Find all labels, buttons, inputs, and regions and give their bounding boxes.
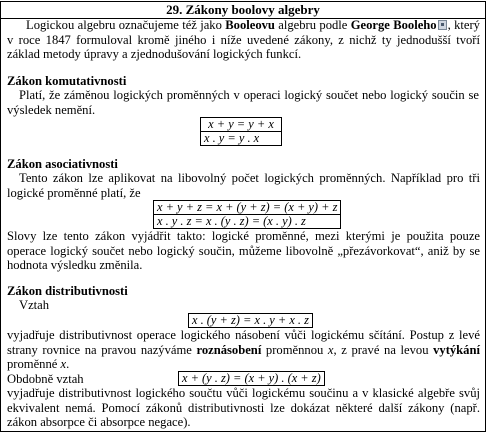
heading-distributivnost: Zákon distributivnosti <box>7 284 128 298</box>
formula-cell: x + y = y + x <box>201 118 282 132</box>
heading-asociativnost: Zákon asociativnosti <box>7 157 118 171</box>
body-text: proměnnou <box>261 342 328 357</box>
distributivnost-paragraph-2: vyjadřuje distributivnost logického součtu vůči logickému součinu a v klasické algebře svůj ekvivalent nemá. Pomocí zákonů distributivnosti lze dokázat některé další zákony (např. zákon absorpce či absorpce negace). <box>7 386 480 430</box>
formula-cell: x . (y + z) = x . y + x . z <box>189 314 313 328</box>
vytykani-term: vytýkání <box>433 342 480 357</box>
body-text: , z pravé na levou <box>333 342 434 357</box>
heading-komutativnost: Zákon komutativnosti <box>7 74 127 88</box>
variable-x: x <box>327 342 334 357</box>
distributivnost-formula-2 <box>178 371 325 386</box>
asociativnost-text-1: Tento zákon lze aplikovat na libovolný počet logických proměnných. Například pro tři logické proměnné platí, že <box>7 171 480 200</box>
formula-cell: x + (y . z) = (x + y) . (x + z) <box>179 372 325 386</box>
booleovu-term: Booleovu <box>225 18 275 32</box>
asociativnost-formula-table <box>153 200 341 229</box>
document-frame <box>0 1 486 432</box>
portrait-link-icon[interactable] <box>438 20 447 30</box>
komutativnost-formula-table <box>200 117 282 146</box>
roznasobeni-term: roznásobení <box>196 342 262 357</box>
obdobne-vztah: Obdobně vztah <box>7 372 84 387</box>
formula-cell: x . y = y . x <box>201 132 282 146</box>
body-text: vyjadřuje distributivnost operace logického násobení vůči logickému sčítání. Postup z levé strany rovnice na pravou nazýváme <box>7 328 480 357</box>
body-text: proměnné <box>7 357 61 372</box>
george-boole-name: George Booleho <box>350 18 437 32</box>
variable-x: x <box>60 357 67 372</box>
intro-paragraph <box>7 18 480 62</box>
intro-text: algebru podle <box>274 18 351 32</box>
page-title: 29. Zákony boolovy algebry <box>1 2 485 19</box>
body-text: . <box>66 357 70 372</box>
intro-text: , který v roce 1847 formuloval kromě jiného i níže uvedené zákony, z nichž ty jednodušší tvoří základ metody úpravy a zjednodušování logických funkcí. <box>7 18 480 62</box>
formula-cell: x . y . z = x . (y . z) = (x . y) . z <box>154 215 341 229</box>
vztah-label: Vztah <box>19 298 50 312</box>
asociativnost-text-2: Slovy lze tento zákon vyjádřit takto: logické proměnné, mezi kterými je použita pouze operace logický součet nebo logický součin, můžeme libovolně „přezávorkovat“, aniž by se hodnota výsledku změnila. <box>7 229 480 273</box>
formula-cell: x + y + z = x + (y + z) = (x + y) + z <box>154 201 341 215</box>
intro-text: Logickou algebru označujeme též jako <box>26 18 226 32</box>
komutativnost-text: Platí, že záměnou logických proměnných v operaci logický součet nebo logický součin se výsledek nemění. <box>7 88 479 117</box>
distributivnost-formula-1 <box>188 313 313 328</box>
